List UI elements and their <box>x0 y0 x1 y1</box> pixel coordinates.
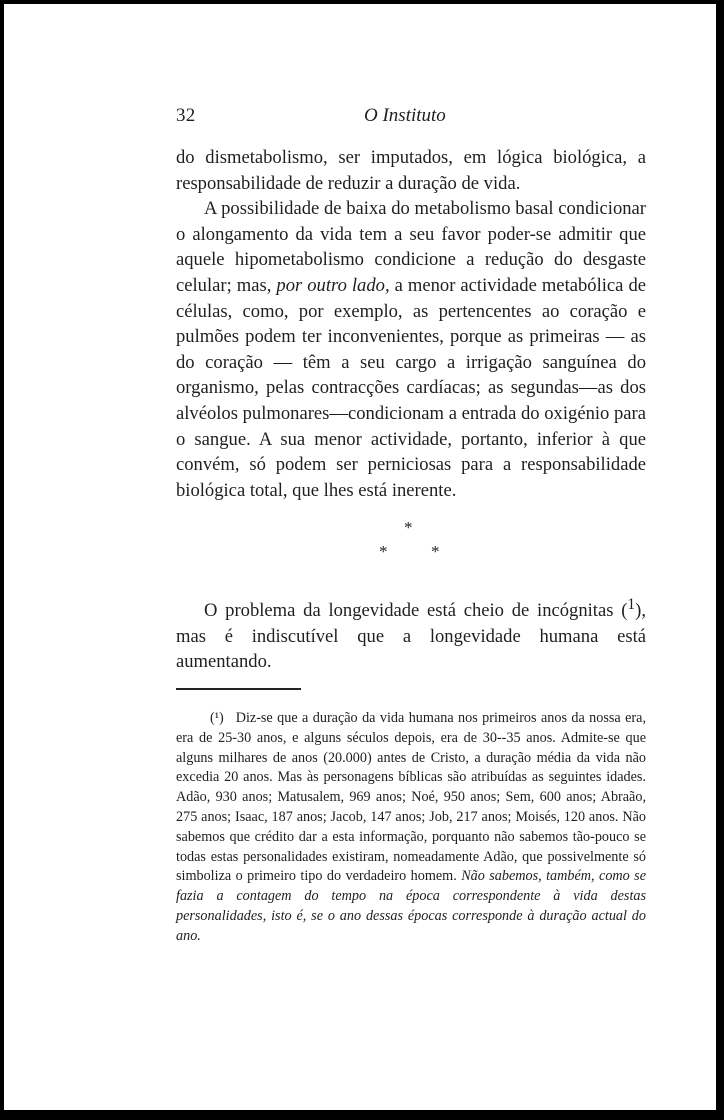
longevity-text-before-reference: O problema da longevidade está cheio de incógnitas ( <box>204 600 628 622</box>
paragraph-continuation: do dismetabolismo, ser imputados, em lógica biológica, a responsabilidade de reduzir a duração de vida. <box>176 147 646 194</box>
footnote-reference: 1 <box>627 596 636 613</box>
paragraph-main <box>176 196 646 503</box>
running-title: O Instituto <box>364 105 446 126</box>
longevity-paragraph <box>176 592 646 675</box>
closing-paragraph <box>176 592 646 675</box>
footnote-separator <box>176 688 301 690</box>
footnote-marker: (¹) <box>210 710 224 726</box>
footnote-text: Diz-se que a duração da vida humana nos primeiros anos da nossa era, era de 25-30 anos, e alguns séculos depois, era de 30--35 anos. Admite-se que alguns milhares de anos (20.000) antes de Cristo, a duração média da vida não excedia 20 anos. Mas às personagens bíblicas são atribuídas as seguintes idades. Adão, 930 anos; Matusalem, 969 anos; Noé, 950 anos; Sem, 600 anos; Abraão, 275 anos; Isaac, 187 anos; Jacob, 147 anos; Job, 217 anos; Moisés, 120 anos. Não sabemos que crédito dar a esta informação, porquanto não sabemos tão-pouco se todas estas personalidades existiram, nomeadamente Adão, que possivelmente só simboliza o primeiro tipo do verdadeiro homem. <box>176 710 646 885</box>
asterisk-left: * <box>379 542 388 561</box>
page-number: 32 <box>176 105 196 126</box>
main-text <box>176 145 646 503</box>
asterisk-right: * <box>431 542 440 561</box>
paragraph-main-italic: por outro lado, <box>276 274 390 296</box>
footnote-italic-text: Não sabemos, também, como se fazia a contagem do tempo na época correspondente à vida destas personalidades, isto é, se o ano dessas épocas corresponde à duração actual do ano. <box>176 868 647 944</box>
asterisk-top: * <box>404 518 413 537</box>
paragraph-main-start: A possibilidade de baixa do metabolismo basal condicionar o alongamento da vida tem a seu favor poder-se admitir que aquele hipometabolismo condicione a redução do desgaste celular; mas, <box>176 198 646 296</box>
longevity-text-after-reference: ), mas é indiscutível que a longevidade humana está aumentando. <box>176 600 646 673</box>
section-separator <box>364 518 454 561</box>
paragraph-main-end: a menor actividade metabólica de células, como, por exemplo, as pertencentes ao coração e pulmões podem ter inconvenientes, porque as primeiras — as do coração — têm a seu cargo a irrigação sanguínea do organismo, pelas contracções cardíacas; as segundas—as dos alvéolos pulmonares—condicionam a entrada do oxigénio para o sangue. A sua menor actividade, portanto, inferior à que convém, só podem ser perniciosas para a responsabilidade biológica total, que lhes está inerente. <box>176 274 646 501</box>
footnote <box>176 709 646 947</box>
